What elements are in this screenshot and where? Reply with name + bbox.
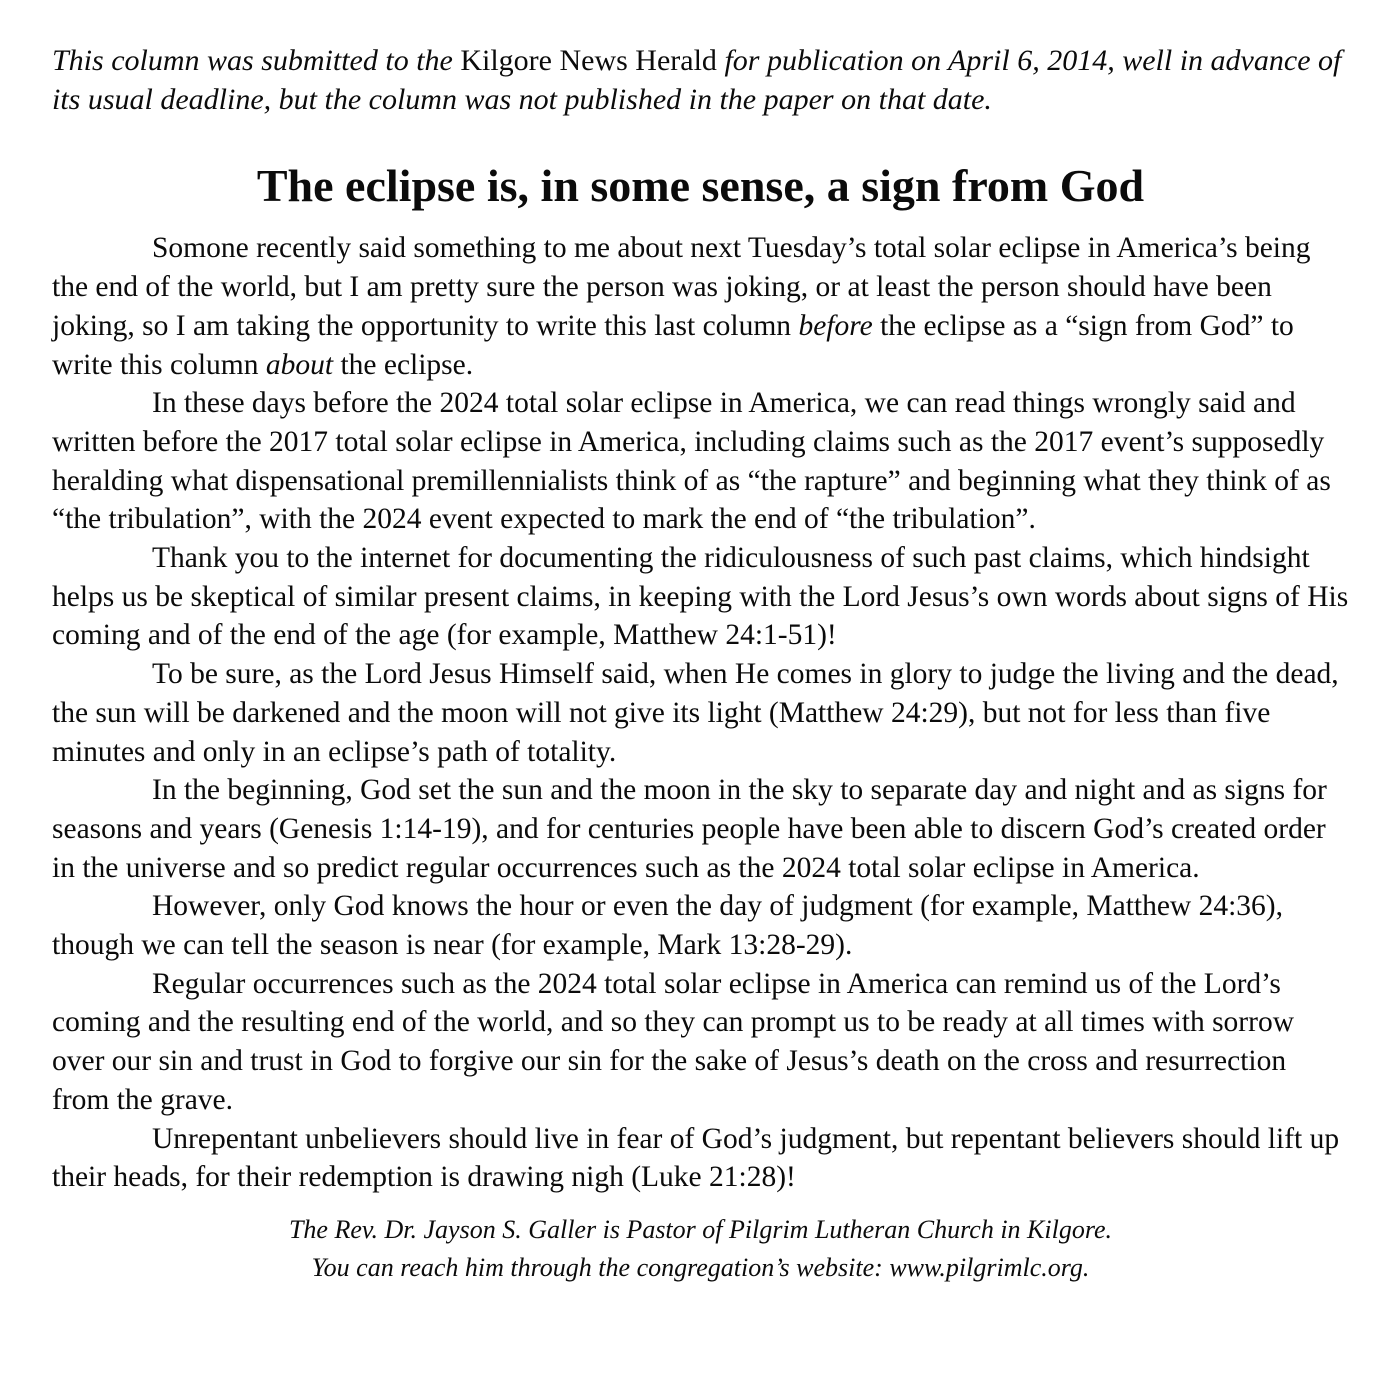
p1-italic-before: before (798, 309, 873, 342)
byline-line-2: You can reach him through the congregation’s website: www.pilgrimlc.org. (311, 1252, 1090, 1282)
byline-line-1: The Rev. Dr. Jayson S. Galler is Pastor of Pilgrim Lutheran Church in Kilgore. (288, 1214, 1113, 1244)
article-body (52, 229, 1349, 1197)
paragraph-6: However, only God knows the hour or even the day of judgment (for example, Matthew 24:36), though we can tell the season is near (for example, Mark 13:28-29). (52, 890, 1284, 962)
submission-note (52, 42, 1349, 119)
paragraph-2: In these days before the 2024 total solar eclipse in America, we can read things wrongly said and written before the 2017 total solar eclipse in America, including claims such as the 2017 event’s supposedly heralding what dispensational premillennialists think of as “the rapture” and beginning what they think of as “the tribulation”, with the 2024 event expected to mark the end of “the tribulation”. (52, 387, 1331, 536)
paragraph-1 (52, 229, 1349, 384)
p1-text-2: the eclipse as a “sign from God” to write this column (52, 309, 1294, 381)
paragraph-8: Unrepentant unbelievers should live in fear of God’s judgment, but repentant believers should lift up their heads, for their redemption is drawing nigh (Luke 21:28)! (52, 1122, 1340, 1194)
paragraph-3: Thank you to the internet for documenting the ridiculousness of such past claims, which hindsight helps us be skeptical of similar present claims, in keeping with the Lord Jesus’s own words about signs of His coming and of the end of the age (for example, Matthew 24:1-51)! (52, 542, 1349, 652)
paragraph-7: Regular occurrences such as the 2024 total solar eclipse in America can remind us of the Lord’s coming and the resulting end of the world, and so they can prompt us to be ready at all times with sorrow over our sin and trust in God to forgive our sin for the sake of Jesus’s death on the cross and resurrection from the grave. (52, 967, 1294, 1116)
publication-name: Kilgore News Herald (460, 44, 717, 77)
p1-italic-about: about (265, 348, 334, 381)
paragraph-4: To be sure, as the Lord Jesus Himself said, when He comes in glory to judge the living and the dead, the sun will be darkened and the moon will not give its light (Matthew 24:29), but not for less than five minutes and only in an eclipse’s path of totality. (52, 658, 1339, 768)
paragraph-5: In the beginning, God set the sun and the moon in the sky to separate day and night and as signs for seasons and years (Genesis 1:14-19), and for centuries people have been able to discern God’s created order in the universe and so predict regular occurrences such as the 2024 total solar eclipse in America. (52, 774, 1327, 884)
column-title: The eclipse is, in some sense, a sign from God (256, 160, 1145, 212)
p1-text-3: the eclipse. (333, 348, 474, 381)
note-text-before: This column was submitted to the (52, 44, 461, 77)
author-byline (52, 1211, 1349, 1287)
note-text-after: for publication on April 6, 2014, well in advance of its usual deadline, but the column was not published in the paper on that date. (52, 44, 1342, 116)
p1-text-1: Somone recently said something to me about next Tuesday’s total solar eclipse in America’s being the end of the world, but I am pretty sure the person was joking, or at least the person should have been joking, so I am taking the opportunity to write this last column (52, 232, 1311, 342)
